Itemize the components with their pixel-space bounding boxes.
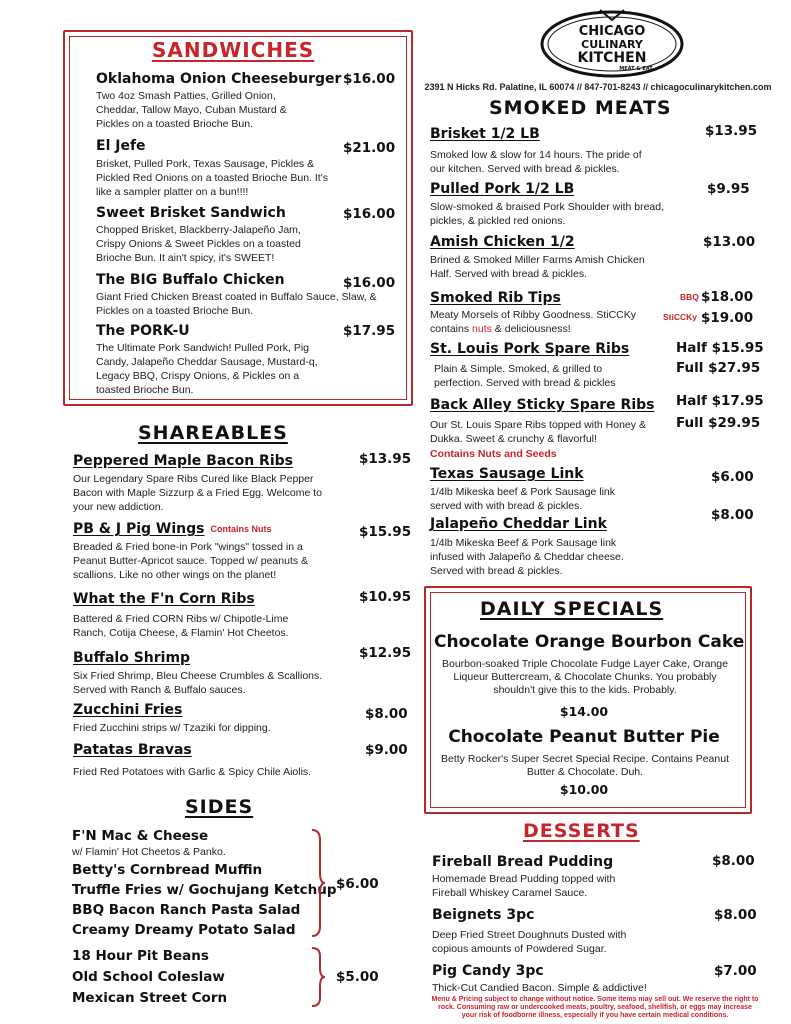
shareables-title: SHAREABLES xyxy=(138,422,288,444)
special-desc: Bourbon-soaked Triple Chocolate Fudge Layer Cake, Orange Liqueur Buttercream, & Chocolate Chunks. You probably shouldn't give this to the kids. Probably. xyxy=(441,658,728,696)
menu-item-price: $16.00 xyxy=(343,206,396,222)
menu-item-name xyxy=(73,521,272,537)
menu-item-price: $13.95 xyxy=(359,451,412,467)
sides-price-2: $5.00 xyxy=(336,969,379,985)
bbq-price: $18.00 xyxy=(701,289,754,305)
logo-line-4: MEAT & EAT xyxy=(619,66,653,72)
menu-item-name: What the F'n Corn Ribs xyxy=(73,591,255,607)
side-item: Creamy Dreamy Potato Salad xyxy=(72,922,296,938)
menu-item-name: El Jefe xyxy=(96,138,146,154)
menu-item-desc xyxy=(430,308,660,336)
menu-item-name: Brisket 1/2 LB xyxy=(430,126,540,142)
menu-item-desc: Smoked low & slow for 14 hours. The pride of our kitchen. Served with bread & pickles. xyxy=(430,149,642,175)
menu-item-name-text: PB & J Pig Wings xyxy=(73,521,205,537)
special-price: $10.00 xyxy=(559,782,609,797)
menu-item-name: Fireball Bread Pudding xyxy=(432,854,614,870)
side-item: 18 Hour Pit Beans xyxy=(72,948,209,964)
menu-item-price: $8.00 xyxy=(365,706,408,722)
menu-item-name: Sweet Brisket Sandwich xyxy=(96,205,286,221)
menu-item-desc: 1/4lb Mikeska Beef & Pork Sausage link infused with Jalapeño & Cheddar cheese. Served with bread & pickles. xyxy=(430,537,624,577)
menu-item-desc: Breaded & Fried bone-in Pork "wings" tossed in a Peanut Butter-Apricot sauce. Topped w/ peanuts & scallions. Like no other wings on the planet! xyxy=(73,541,309,581)
sides-brace-2 xyxy=(310,946,326,1008)
menu-item-price: $16.00 xyxy=(343,275,396,291)
menu-item-price: $10.95 xyxy=(359,589,412,605)
special-price: $14.00 xyxy=(559,704,609,719)
menu-item-name: Back Alley Sticky Spare Ribs xyxy=(430,397,655,413)
menu-item-desc: Our Legendary Spare Ribs Cured like Black Pepper Bacon with Maple Sizzurp & a Fried Egg. Welcome to your new addiction. xyxy=(73,473,323,513)
smoked-meats-title: SMOKED MEATS xyxy=(489,97,672,119)
menu-item-name: Patatas Bravas xyxy=(73,742,192,758)
sticky-label: StiCCKy xyxy=(663,312,698,322)
menu-item-desc: Six Fried Shrimp, Bleu Cheese Crumbles & Scallions. Served with Ranch & Buffalo sauces. xyxy=(73,670,323,696)
menu-item-desc: Battered & Fried CORN Ribs w/ Chipotle-Lime Ranch, Cotija Cheese, & Flamin' Hot Cheetos. xyxy=(73,613,289,639)
contains-nuts-seeds: Contains Nuts and Seeds xyxy=(430,448,557,460)
menu-item-price: $8.00 xyxy=(711,507,754,523)
menu-item-price: $6.00 xyxy=(711,469,754,485)
menu-item-price: $17.95 xyxy=(343,323,396,339)
menu-item-name: Pulled Pork 1/2 LB xyxy=(430,181,575,197)
menu-item-price: $8.00 xyxy=(714,907,757,923)
menu-item-desc: Brisket, Pulled Pork, Texas Sausage, Pickles & Pickled Red Onions on a toasted Brioche Bun. It's like a sampler platter on a bun!!!! xyxy=(96,158,328,198)
menu-item-name: Oklahoma Onion Cheeseburger xyxy=(96,71,342,87)
logo-line-2: CULINARY xyxy=(581,38,643,51)
sides-price-1: $6.00 xyxy=(336,876,379,892)
menu-item-name: St. Louis Pork Spare Ribs xyxy=(430,341,630,357)
sides-title: SIDES xyxy=(185,796,254,818)
menu-item-price: $9.95 xyxy=(707,181,750,197)
menu-item-price: $8.00 xyxy=(712,853,755,869)
menu-item-price: $7.00 xyxy=(714,963,757,979)
menu-item-price: $12.95 xyxy=(359,645,412,661)
menu-item-name: Pig Candy 3pc xyxy=(432,963,544,979)
rib-tips-desc-b: & deliciousness! xyxy=(491,323,571,335)
restaurant-address: 2391 N Hicks Rd. Palatine, IL 60074 // 847-701-8243 // chicagoculinarykitchen.com xyxy=(424,82,772,92)
menu-item-price: $21.00 xyxy=(343,140,396,156)
menu-item-price: $13.00 xyxy=(703,234,756,250)
menu-item-desc: Brined & Smoked Miller Farms Amish Chicken Half. Served with bread & pickles. xyxy=(430,254,645,280)
logo-line-1: CHICAGO xyxy=(578,24,646,39)
sandwiches-title: SANDWICHES xyxy=(152,38,315,62)
side-item: Mexican Street Corn xyxy=(72,990,228,1006)
full-price: Full $29.95 xyxy=(676,415,761,431)
half-price: Half $17.95 xyxy=(676,393,764,409)
logo-line-3: KITCHEN xyxy=(577,50,647,66)
menu-item-desc: Chopped Brisket, Blackberry-Jalapeño Jam, Crispy Onions & Sweet Pickles on a toasted Brioche Bun. It ain't spicy, it's SWEET! xyxy=(96,224,301,264)
contains-nuts-tag: Contains Nuts xyxy=(210,524,272,534)
side-item-note: w/ Flamin' Hot Cheetos & Panko. xyxy=(72,846,226,858)
sides-brace-1 xyxy=(310,828,326,938)
rib-tips-desc-a: Meaty Morsels of Ribby Goodness. StiCCKy contains xyxy=(430,309,636,335)
fine-print: Menu & Pricing subject to change without notice. Some items may sell out. We reserve the right to rock. Consuming raw or undercooked meats, poultry, seafood, shellfish, or eggs may increase your risk of foodborne illness, especially if you have certain medical conditions. xyxy=(431,996,759,1019)
menu-item-name: Buffalo Shrimp xyxy=(73,650,191,666)
side-item: BBQ Bacon Ranch Pasta Salad xyxy=(72,902,301,918)
menu-item-name: Peppered Maple Bacon Ribs xyxy=(73,453,293,469)
daily-specials-frame xyxy=(424,586,752,814)
chicago-culinary-kitchen-logo xyxy=(538,8,686,78)
menu-item-desc: Slow-smoked & braised Pork Shoulder with bread, pickles, & pickled red onions. xyxy=(430,201,665,227)
special-name: Chocolate Orange Bourbon Cake xyxy=(434,632,745,652)
menu-item-name: The BIG Buffalo Chicken xyxy=(96,272,285,288)
menu-item-price: $13.95 xyxy=(705,123,758,139)
menu-item-desc: Thick-Cut Candied Bacon. Simple & addictive! xyxy=(432,982,647,994)
menu-item-desc: Fried Red Potatoes with Garlic & Spicy Chile Aiolis. xyxy=(73,766,312,778)
menu-item-name: Jalapeño Cheddar Link xyxy=(430,516,607,532)
menu-item-name: Smoked Rib Tips xyxy=(430,290,561,306)
half-price: Half $15.95 xyxy=(676,340,764,356)
special-name: Chocolate Peanut Butter Pie xyxy=(448,727,720,747)
sticky-price: $19.00 xyxy=(701,310,754,326)
menu-item-desc: Plain & Simple. Smoked, & grilled to perfection. Served with bread & pickles xyxy=(434,363,616,389)
daily-specials-title: DAILY SPECIALS xyxy=(480,598,664,620)
menu-item-desc: 1/4lb Mikeska beef & Pork Sausage link served with with bread & pickles. xyxy=(430,486,616,512)
menu-item-price: $9.00 xyxy=(365,742,408,758)
menu-item-desc: The Ultimate Pork Sandwich! Pulled Pork, Pig Candy, Jalapeño Cheddar Sausage, Mustard-q, Legacy BBQ, Crispy Onions, & Pickles on a toasted Brioche Bun. xyxy=(96,342,318,396)
menu-item-desc: Fried Zucchini strips w/ Tzaziki for dipping. xyxy=(73,722,271,734)
side-item: Old School Coleslaw xyxy=(72,969,225,985)
bbq-label: BBQ xyxy=(680,292,699,302)
menu-item-desc: Deep Fried Street Doughnuts Dusted with copious amounts of Powdered Sugar. xyxy=(432,929,627,955)
special-desc: Betty Rocker's Super Secret Special Recipe. Contains Peanut Butter & Chocolate. Duh. xyxy=(441,753,729,778)
side-item: Betty's Cornbread Muffin xyxy=(72,862,263,878)
side-item: Truffle Fries w/ Gochujang Ketchup xyxy=(72,882,337,898)
menu-item-name: The PORK-U xyxy=(96,323,190,339)
menu-item-price: $16.00 xyxy=(343,71,396,87)
menu-item-name: Beignets 3pc xyxy=(432,907,535,923)
desserts-title: DESSERTS xyxy=(523,820,640,842)
menu-item-desc: Giant Fried Chicken Breast coated in Buffalo Sauce, Slaw, & Pickles on a toasted Brioche Bun. xyxy=(96,291,377,317)
menu-item-price: $15.95 xyxy=(359,524,412,540)
rib-tips-desc-nuts: nuts xyxy=(472,323,492,335)
menu-item-desc: Two 4oz Smash Patties, Grilled Onion, Cheddar, Tallow Mayo, Cuban Mustard & Pickles on a toasted Brioche Bun. xyxy=(96,90,287,130)
menu-item-name: Texas Sausage Link xyxy=(430,466,584,482)
menu-item-desc: Our St. Louis Spare Ribs topped with Honey & Dukka. Sweet & crunchy & flavorful! xyxy=(430,419,646,445)
menu-item-name: Amish Chicken 1/2 xyxy=(430,234,575,250)
full-price: Full $27.95 xyxy=(676,360,761,376)
menu-item-desc: Homemade Bread Pudding topped with Fireball Whiskey Caramel Sauce. xyxy=(432,873,616,899)
menu-item-name: Zucchini Fries xyxy=(73,702,183,718)
side-item: F'N Mac & Cheese xyxy=(72,828,209,844)
